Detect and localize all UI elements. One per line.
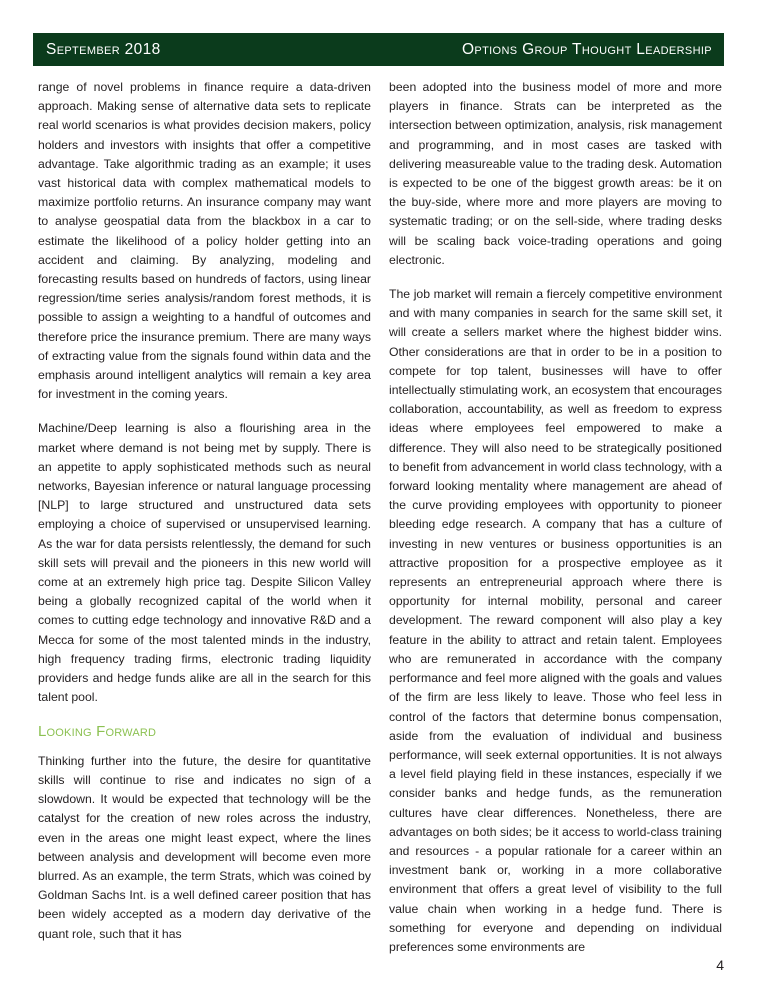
paragraph: range of novel problems in finance require a data-driven approach. Making sense of alternative data sets to replicate real world scenarios is what provides decision makers, policy holders and investors with insights that offer a competitive advantage. Take algorithmic trading as an example; it uses vast historical data with complex mathematical models to maximize portfolio returns. An insurance company may want to analyse geospatial data from the blackbox in a car to estimate the likelihood of a policy holder getting into an accident and claiming. By analyzing, modeling and forecasting results based on hundreds of factors, using linear regression/time series analysis/random forest methods, it is possible to assign a weighting to a handful of outcomes and therefore price the insurance premium. There are many ways of extracting value from the signals found within data and the emphasis around intelligent analytics will remain a key area for investment in the coming years.	[38, 80, 371, 402]
section-heading-looking-forward: Looking Forward	[38, 722, 157, 740]
paragraph: been adopted into the business model of more and more players in finance. Strats can be interpreted as the intersection between optimization, analysis, risk management and programming, and in most cases are tasked with delivering measureable value to the trading desk. Automation is expected to be one of the biggest growth areas: be it on the buy-side, where more and more players are moving to systematic trading; or on the sell-side, where trading desks will be scaling back voice-trading operations and going electronic.	[389, 80, 722, 267]
page-number: 4	[716, 957, 724, 973]
right-column	[389, 78, 722, 957]
left-column	[38, 78, 371, 957]
paragraph: Machine/Deep learning is also a flourishing area in the market where demand is not being met by supply. There is an appetite to apply sophisticated methods such as neural networks, Bayesian inference or natural language processing [NLP] to large structured and unstructured data sets employing a choice of supervised or unsupervised learning. As the war for data persists relentlessly, the demand for such skill sets will prevail and the pioneers in this new world will come at an extremely high price tag. Despite Silicon Valley being a globally recognized capital of the world when it comes to cutting edge technology and innovative R&D and a Mecca for some of the most talented minds in the industry, high frequency trading firms, electronic trading liquidity providers and hedge funds alike are all in the search for this talent pool.	[38, 421, 371, 705]
header-issue-date: September 2018	[46, 40, 161, 58]
paragraph: Thinking further into the future, the desire for quantitative skills will continue to rise and indicates no sign of a slowdown. It would be expected that technology will be the catalyst for the creation of new roles across the industry, even in the areas one might least expect, where the lines between analysis and development will become even more blurred. As an example, the term Strats, which was coined by Goldman Sachs Int. is a well defined career position that has been widely accepted as a modern day derivative of the quant role, such that it has	[38, 753, 371, 941]
paragraph: The job market will remain a fiercely competitive environment and with many companies in search for the same skill set, it will create a sellers market where the highest bidder wins. Other considerations are that in order to be in a position to compete for top talent, businesses will have to offer intellectually stimulating work, an ecosystem that encourages collaboration, accountability, as well as freedom to express ideas where employees feel empowered to make a difference. They will also need to be strategically positioned to benefit from advancement in world class technology, with a forward looking mentality where management are ahead of the curve providing employees with opportunity to pioneer bleeding edge research. A company that has a culture of investing in new ventures or business opportunities is an attractive proposition for a prospective employee as it represents an entrepreneurial approach where there is opportunity for internal mobility, personal and career development. The reward component will also play a key feature in the ability to attract and retain talent. Employees who are remunerated in accordance with the company performance and feel more aligned with the goals and values of the firm are less likely to leave. Those who feel less in control of the factors that determine bonus compensation, aside from the evaluation of individual and business performance, will seek external opportunities. It is not always a level field playing field in these instances, especially if we consider banks and hedge funds, as the remuneration cultures have clear differences. Nonetheless, there are advantages on both sides; be it access to world-class training and resources - a popular rationale for a career within an investment bank or, working in a more collaborative environment that offers a great level of visibility to the full value chain when working in a hedge fund. There is something for everyone and depending on individual preferences some environments are	[389, 287, 722, 954]
header-publication-title: Options Group Thought Leadership	[461, 40, 712, 58]
page-header-bar	[33, 33, 724, 66]
article-columns	[38, 78, 722, 957]
